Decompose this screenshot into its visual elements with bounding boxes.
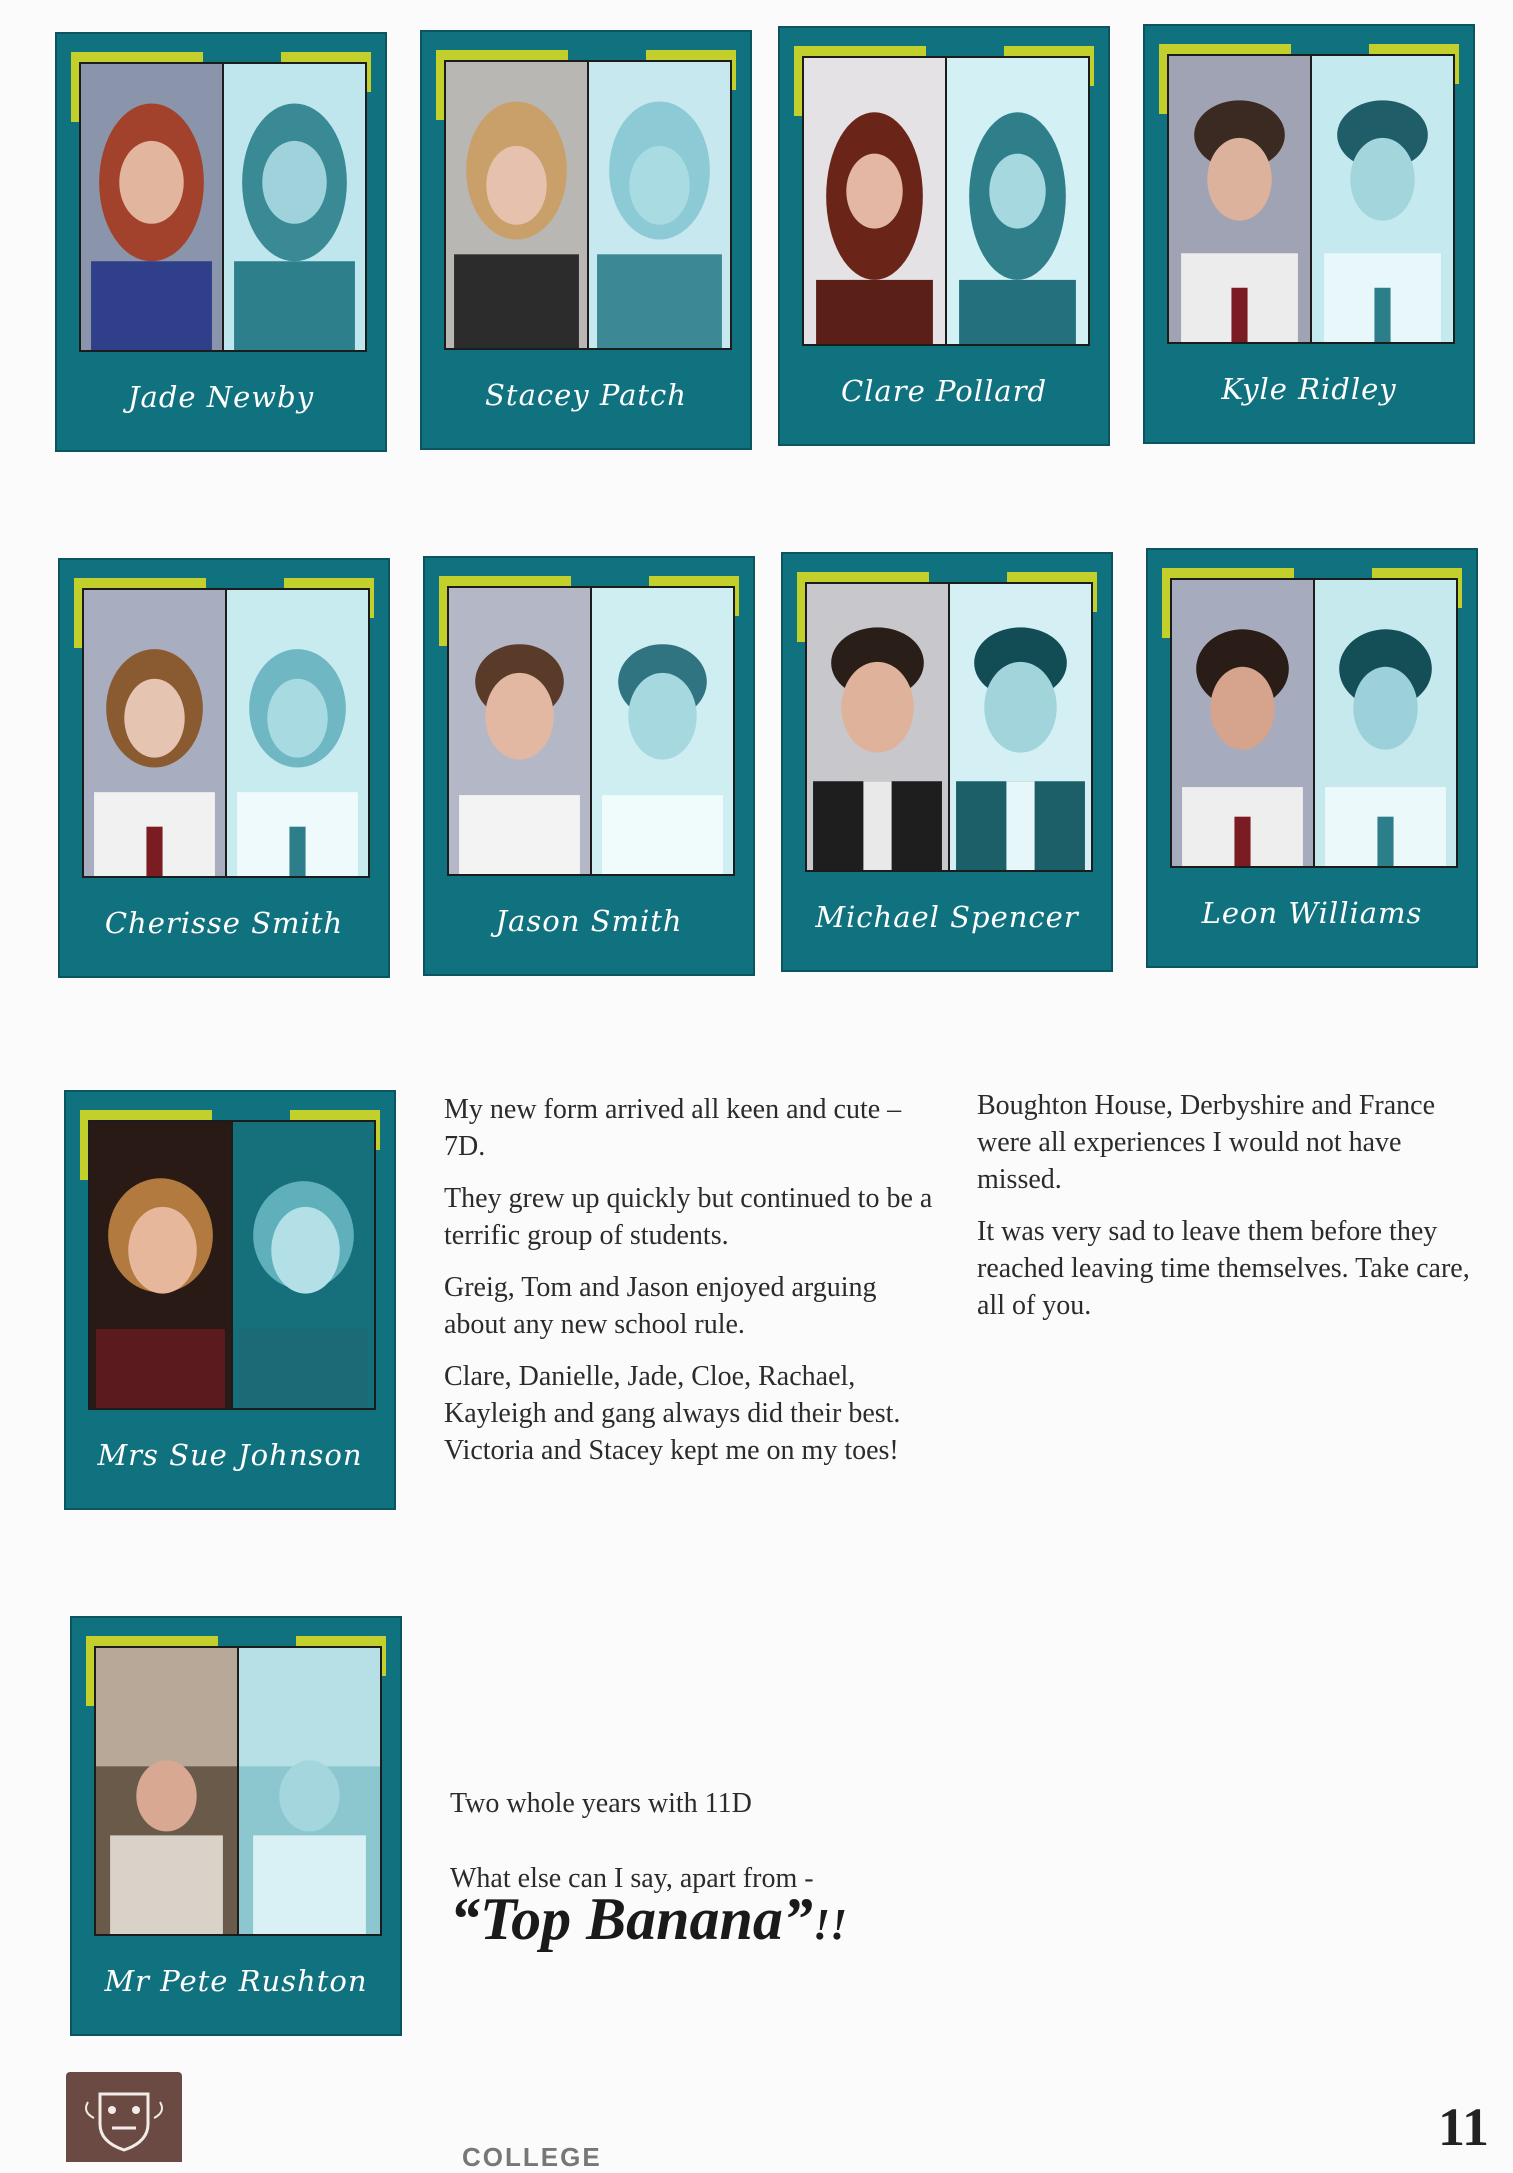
school-crest-logo [66, 2072, 182, 2162]
student-name: Stacey Patch [485, 378, 687, 412]
student-name: Clare Pollard [840, 374, 1048, 408]
student-name: Jason Smith [495, 904, 683, 938]
student-name: Jade Newby [127, 380, 315, 414]
portrait-pair [447, 586, 735, 876]
student-card [55, 32, 387, 452]
colour-portrait [1172, 580, 1315, 866]
tinted-portrait [592, 588, 733, 874]
tinted-portrait [947, 58, 1088, 344]
quote-exclamation: !! [812, 1900, 848, 1949]
paragraph: What else can I say, apart from - [450, 1863, 814, 1894]
teacher-name: Mr Pete Rushton [104, 1964, 368, 1998]
tinted-portrait [239, 1648, 380, 1934]
student-name: Michael Spencer [815, 900, 1079, 934]
paragraph: They grew up quickly but continued to be a terrific group of students. [444, 1183, 933, 1251]
tinted-portrait [227, 590, 368, 876]
johnson-message-col2 [977, 1087, 1487, 1339]
tinted-portrait [1315, 580, 1456, 866]
teacher-name: Mrs Sue Johnson [97, 1438, 363, 1472]
student-name: Leon Williams [1201, 896, 1423, 930]
portrait-pair [94, 1646, 382, 1936]
tinted-portrait [950, 584, 1091, 870]
quote-text: “Top Banana” [450, 1886, 813, 1952]
paragraph: Boughton House, Derbyshire and France were all experiences I would not have missed. [977, 1090, 1436, 1195]
portrait-pair [805, 582, 1093, 872]
portrait-pair [1170, 578, 1458, 868]
colour-portrait [81, 64, 224, 350]
student-card [781, 552, 1113, 972]
tinted-portrait [233, 1122, 374, 1408]
colour-portrait [804, 58, 947, 344]
student-card [58, 558, 390, 978]
student-card [420, 30, 752, 450]
tinted-portrait [589, 62, 730, 348]
tinted-portrait [224, 64, 365, 350]
footer-college-name: COLLEGE [462, 2142, 602, 2172]
student-name: Kyle Ridley [1221, 372, 1397, 406]
portrait-pair [82, 588, 370, 878]
student-name: Cherisse Smith [104, 906, 344, 940]
paragraph: Two whole years with 11D [450, 1788, 752, 1819]
page-number: 11 [1437, 2097, 1489, 2157]
johnson-message-col1 [444, 1091, 944, 1484]
student-card [778, 26, 1110, 446]
student-card [423, 556, 755, 976]
colour-portrait [446, 62, 589, 348]
paragraph: My new form arrived all keen and cute – 7D. [444, 1094, 902, 1162]
paragraph: It was very sad to leave them before they reached leaving time themselves. Take care, all of you. [977, 1216, 1470, 1321]
rushton-message [450, 1785, 1010, 1952]
colour-portrait [96, 1648, 239, 1934]
portrait-pair [79, 62, 367, 352]
teacher-card [64, 1090, 396, 1510]
student-card [1143, 24, 1475, 444]
portrait-pair [1167, 54, 1455, 344]
portrait-pair [444, 60, 732, 350]
portrait-pair [802, 56, 1090, 346]
colour-portrait [449, 588, 592, 874]
colour-portrait [90, 1122, 233, 1408]
colour-portrait [84, 590, 227, 876]
colour-portrait [1169, 56, 1312, 342]
quote [450, 1886, 1010, 1952]
paragraph: Clare, Danielle, Jade, Cloe, Rachael, Kayleigh and gang always did their best. Victoria and Stacey kept me on my toes! [444, 1361, 901, 1466]
tinted-portrait [1312, 56, 1453, 342]
student-card [1146, 548, 1478, 968]
colour-portrait [807, 584, 950, 870]
portrait-pair [88, 1120, 376, 1410]
paragraph: Greig, Tom and Jason enjoyed arguing about any new school rule. [444, 1272, 877, 1340]
teacher-card [70, 1616, 402, 2036]
